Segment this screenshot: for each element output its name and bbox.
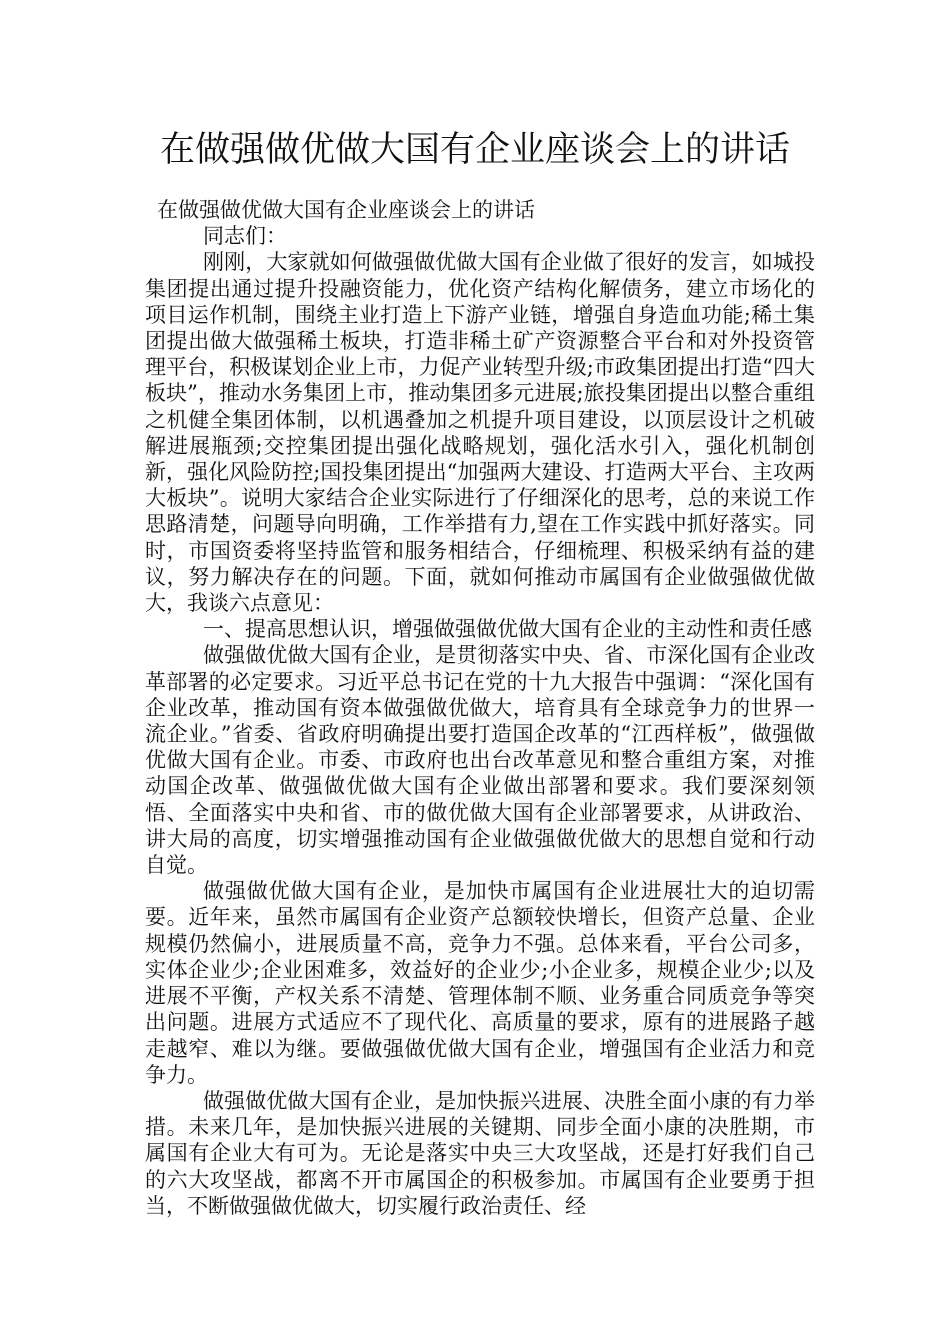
paragraph-opening: 刚刚，大家就如何做强做优做大国有企业做了很好的发言，如城投集团提出通过提升投融资能力，优化资产结构化解债务，建立市场化的项目运作机制，围绕主业打造上下游产业链，增强自身造血功能;稀土集团提出做大做强稀土板块，打造非稀土矿产资源整合平台和对外投资管理平台，积极谋划企业上市，力促产业转型升级;市政集团提出打造“四大板块”，推动水务集团上市，推动集团多元进展;旅投集团提出以整合重组之机健全集团体制，以机遇叠加之机提升项目建设，以顶层设计之机破解进展瓶颈;交控集团提出强化战略规划，强化活水引入，强化机制创新，强化风险防控;国投集团提出“加强两大建设、打造两大平台、主攻两大板块”。说明大家结合企业实际进行了仔细深化的思考，总的来说工作思路清楚，问题导向明确，工作举措有力,望在工作实践中抓好落实。同时，市国资委将坚持监管和服务相结合，仔细梳理、积极采纳有益的建议，努力解决存在的问题。下面，就如何推动市属国有企业做强做优做大，我谈六点意见：	[145, 250, 815, 616]
paragraph-reform-requirement: 做强做优做大国有企业，是贯彻落实中央、省、市深化国有企业改革部署的必定要求。习近平总书记在党的十九大报告中强调：“深化国有企业改革，推动国有资本做强做优做大，培育具有全球竞争力的世界一流企业。”省委、省政府明确提出要打造国企改革的“江西样板”，做强做优做大国有企业。市委、市政府也出台改革意见和整合重组方案，对推动国企改革、做强做优做大国有企业做出部署和要求。我们要深刻领悟、全面落实中央和省、市的做优做大国有企业部署要求，从讲政治、讲大局的高度，切实增强推动国有企业做强做优做大的思想自觉和行动自觉。	[145, 643, 815, 878]
paragraph-strong-measure: 做强做优做大国有企业，是加快振兴进展、决胜全面小康的有力举措。未来几年，是加快振兴进展的关键期、同步全面小康的决胜期，市属国有企业大有可为。无论是落实中央三大攻坚战，还是打好我们自己的六大攻坚战，都离不开市属国企的积极参加。市属国有企业要勇于担当，不断做强做优做大，切实履行政治责任、经	[145, 1088, 815, 1218]
document-body	[145, 197, 815, 1219]
paragraph-urgent-need: 做强做优做大国有企业，是加快市属国有企业进展壮大的迫切需要。近年来，虽然市属国有企业资产总额较快增长，但资产总量、企业规模仍然偏小，进展质量不高，竞争力不强。总体来看，平台公司多，实体企业少;企业困难多，效益好的企业少;小企业多，规模企业少;以及进展不平衡，产权关系不清楚、管理体制不顺、业务重合同质竞争等突出问题。进展方式适应不了现代化、高质量的要求，原有的进展路子越走越窄、难以为继。要做强做优做大国有企业，增强国有企业活力和竞争力。	[145, 879, 815, 1087]
salutation: 同志们：	[203, 224, 287, 249]
document-subtitle: 在做强做优做大国有企业座谈会上的讲话	[157, 198, 535, 222]
document-title: 在做强做优做大国有企业座谈会上的讲话	[159, 130, 790, 170]
section-heading-1: 一、提高思想认识，增强做强做优做大国有企业的主动性和责任感	[203, 617, 812, 642]
